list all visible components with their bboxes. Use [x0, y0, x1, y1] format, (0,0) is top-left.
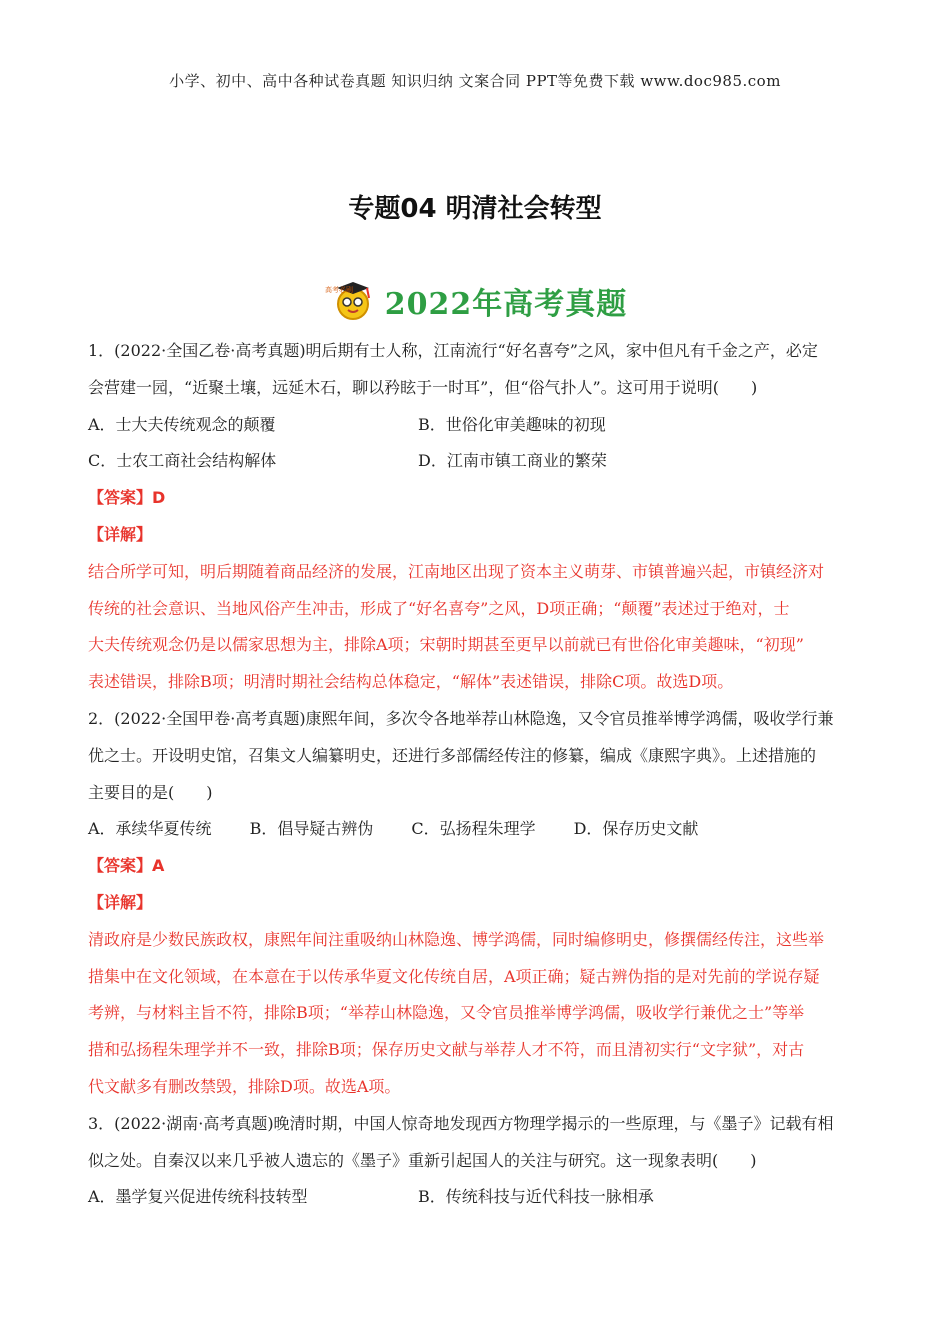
option-c: C．士农工商社会结构解体 [88, 451, 277, 471]
question-stem: 似之处。自秦汉以来几乎被人遗忘的《墨子》重新引起国人的关注与研究。这一现象表明( ) [88, 1150, 757, 1170]
section-banner [0, 276, 950, 326]
banner-title: 2022年高考真题 [384, 287, 628, 322]
question-stem: 会营建一园，“近聚土壤，远延木石，聊以矜眩于一时耳”，但“俗气扑人”。这可用于说明( ) [88, 377, 758, 397]
question-stem: 1．(2022·全国乙卷·高考真题)明后期有士人称，江南流行“好名喜夸”之风，家中但凡有千金之产，必定 [88, 341, 818, 360]
option-c: C．弘扬程朱理学 [411, 819, 536, 839]
question-stem: 3．(2022·湖南·高考真题)晚清时期，中国人惊奇地发现西方物理学揭示的一些原理，与《墨子》记载有相 [88, 1113, 834, 1133]
answer-line: 【答案】A [88, 856, 165, 876]
option-d: D．保存历史文献 [573, 819, 699, 839]
logo-caption: 高考必刷 [324, 286, 353, 294]
option-row [88, 1179, 864, 1216]
explanation-line: 措集中在文化领域，在本意在于以传承华夏文化传统自居，A项正确；疑古辨伪指的是对先前的学说存疑 [88, 966, 820, 986]
option-a: A．承续华夏传统 [88, 819, 212, 839]
question-stem: 主要目的是( ) [88, 782, 213, 802]
option-b: B．传统科技与近代科技一脉相承 [418, 1187, 654, 1207]
option-a: A．士大夫传统观念的颠覆 [88, 414, 276, 434]
mascot-logo-icon [323, 278, 379, 324]
option-b: B．倡导疑古辨伪 [249, 819, 374, 839]
detail-label: 【详解】 [88, 892, 153, 912]
explanation-line: 代文献多有删改禁毁，排除D项。故选A项。 [88, 1076, 401, 1096]
option-row [88, 407, 864, 444]
question-stem: 2．(2022·全国甲卷·高考真题)康熙年间，多次令各地举荐山林隐逸，又令官员推举博学鸿儒，吸收学行兼 [88, 708, 834, 728]
explanation-line: 大夫传统观念仍是以儒家思想为主，排除A项；宋朝时期甚至更早以前就已有世俗化审美趣味，“初现” [88, 635, 804, 655]
option-row [88, 811, 864, 848]
page-title: 专题04 明清社会转型 [348, 194, 602, 224]
page-header: 小学、初中、高中各种试卷真题 知识归纳 文案合同 PPT等免费下载 www.doc985.com [169, 72, 781, 90]
detail-label: 【详解】 [88, 524, 153, 544]
explanation-line: 考辨，与材料主旨不符，排除B项；“举荐山林隐逸，又令官员推举博学鸿儒，吸收学行兼优之士”等举 [88, 1003, 805, 1023]
option-b: B．世俗化审美趣味的初现 [418, 414, 606, 434]
explanation-line: 结合所学可知，明后期随着商品经济的发展，江南地区出现了资本主义萌芽、市镇普遍兴起，市镇经济对 [88, 561, 825, 581]
explanation-line: 传统的社会意识、当地风俗产生冲击，形成了“好名喜夸”之风，D项正确；“颠覆”表述过于绝对，士 [88, 598, 790, 618]
option-row [88, 443, 864, 480]
explanation-line: 措和弘扬程朱理学并不一致，排除B项；保存历史文献与举荐人才不符，而且清初实行“文字狱”，对古 [88, 1040, 805, 1060]
option-d: D．江南市镇工商业的繁荣 [418, 451, 607, 471]
answer-line: 【答案】D [88, 488, 166, 508]
document-body [88, 333, 864, 1216]
question-stem: 优之士。开设明史馆，召集文人编纂明史，还进行多部儒经传注的修纂，编成《康熙字典》。上述措施的 [88, 745, 817, 765]
explanation-line: 清政府是少数民族政权，康熙年间注重吸纳山林隐逸、博学鸿儒，同时编修明史，修撰儒经传注，这些举 [88, 929, 825, 949]
option-a: A．墨学复兴促进传统科技转型 [88, 1187, 308, 1207]
explanation-line: 表述错误，排除B项；明清时期社会结构总体稳定，“解体”表述错误，排除C项。故选D项。 [88, 672, 734, 692]
